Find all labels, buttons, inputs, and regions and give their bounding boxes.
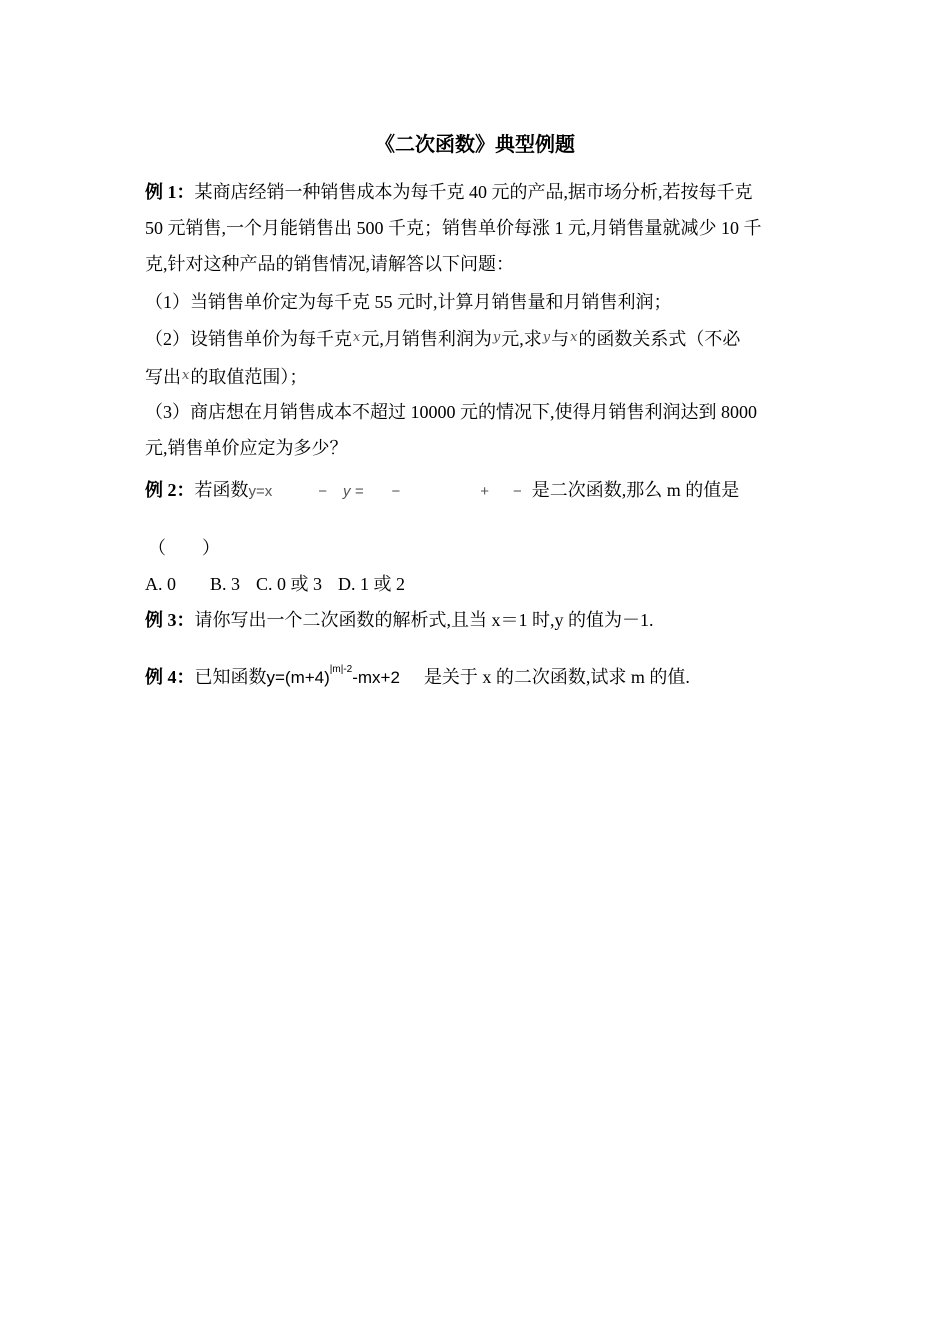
formula-part: y=x <box>248 483 273 500</box>
option-d: D. 1 或 2 <box>338 574 406 594</box>
q2-text-e: 的函数关系式（不必 <box>578 329 741 349</box>
option-a: A. 0 <box>145 574 176 594</box>
q2-text-f: 写出 <box>145 367 181 387</box>
formula-part: y = <box>343 483 364 500</box>
ex1-question-2 <box>145 326 740 351</box>
ex1-line-2: 50 元销售,一个月能销售出 500 千克；销售单价每涨 1 元,月销售量就减少 10 千 <box>145 218 762 238</box>
formula-part: − <box>513 483 522 500</box>
ex1-question-2-cont <box>145 364 307 389</box>
option-b: B. 3 <box>210 574 241 594</box>
ex3-label: 例 3： <box>145 610 195 630</box>
ex2-line <box>145 478 739 504</box>
var-y: y <box>492 330 501 345</box>
var-y: y <box>542 330 551 345</box>
ex1-label: 例 1： <box>145 182 195 202</box>
answer-paren: （ ） <box>148 538 220 558</box>
ex4-text-a: 已知函数 <box>194 667 267 687</box>
q2-text-g: 的取值范围）； <box>190 367 308 387</box>
var-x: x <box>570 330 578 345</box>
var-x: x <box>353 330 361 345</box>
ex2-options <box>145 572 405 596</box>
ex2-text-a: 若函数 <box>194 480 249 500</box>
ex1-question-1: （1）当销售单价定为每千克 55 元时,计算月销售量和月销售利润； <box>145 292 672 312</box>
ex4-label: 例 4： <box>145 667 195 687</box>
formula-part: − <box>391 483 401 500</box>
ex2-label: 例 2： <box>145 480 195 500</box>
formula-part: + <box>480 483 489 500</box>
option-c: C. 0 或 3 <box>256 574 323 594</box>
ex4-line <box>145 658 690 690</box>
q2-text-b: 元,月销售利润为 <box>361 329 492 349</box>
ex1-line-3: 克,针对这种产品的销售情况,请解答以下问题： <box>145 254 514 274</box>
formula-part: − <box>318 483 328 500</box>
q2-text-d: 与 <box>551 329 570 349</box>
ex2-text-b: 是二次函数,那么 m 的值是 <box>531 480 740 500</box>
ex4-formula <box>266 664 400 687</box>
q2-text-c: 元,求 <box>501 329 542 349</box>
page-title: 《二次函数》典型例题 <box>375 134 575 156</box>
ex3-text: 请你写出一个二次函数的解析式,且当 x＝1 时,y 的值为－1. <box>194 610 654 630</box>
ex3-line <box>145 608 654 632</box>
ex2-formula <box>249 483 522 500</box>
q2-text-a: （2）设销售单价为每千克 <box>145 329 352 349</box>
ex1-line-1 <box>145 180 807 204</box>
ex1-question-3: （3）商店想在月销售成本不超过 10000 元的情况下,使得月销售利润达到 8000 <box>145 402 757 422</box>
formula-base: y=(m+4) <box>266 668 330 687</box>
ex1-text-1: 某商店经销一种销售成本为每千克 40 元的产品,据市场分析,若按每千克 <box>194 182 753 202</box>
var-x: x <box>182 368 190 383</box>
formula-rest: -mx+2 <box>352 668 400 687</box>
ex1-question-3-cont: 元,销售单价应定为多少？ <box>145 438 348 458</box>
formula-exponent: |m|-2 <box>329 664 353 675</box>
ex4-text-b: 是关于 x 的二次函数,试求 m 的值. <box>423 667 690 687</box>
